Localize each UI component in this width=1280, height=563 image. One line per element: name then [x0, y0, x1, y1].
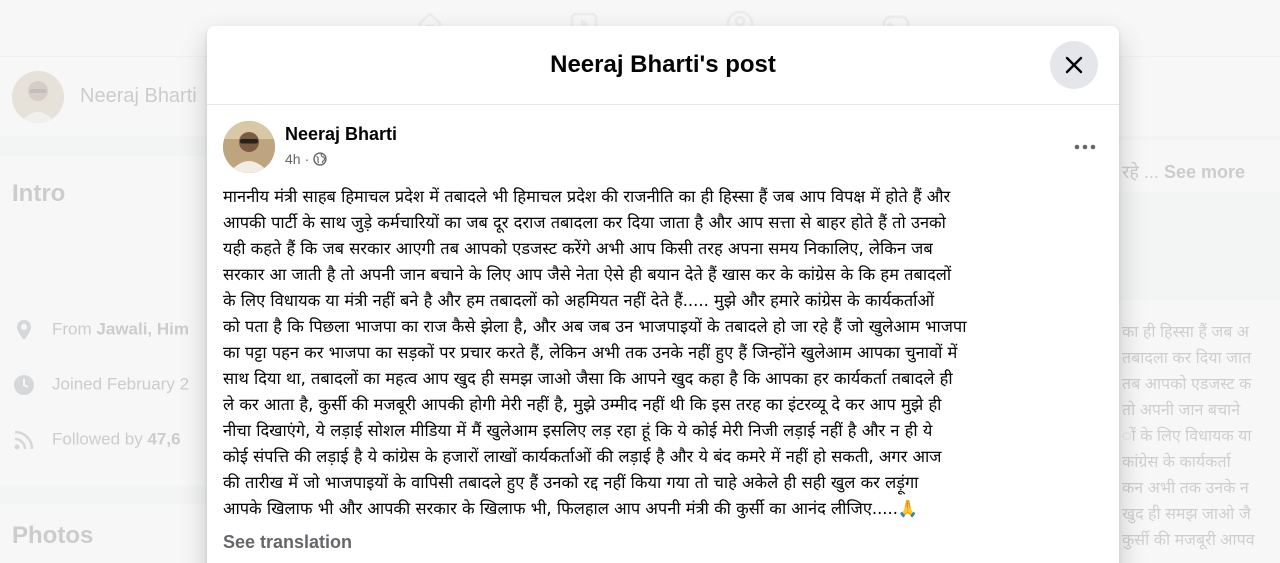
post-text-line: यही कहते हैं कि जब सरकार आएगी तब आपको एडजस्ट करेंगे अभी आप किसी तरह अपना समय निकालिए, लेकिन जब — [223, 239, 933, 258]
post-text-line: सरकार आ जाती है तो अपनी जान बचाने के लिए आप जैसे नेता ऐसे ही बयान देते हैं खास कर के कांग्रेस के कि हम तबादलों — [223, 265, 952, 284]
post-text-line: आपके खिलाफ भी और आपकी सरकार के खिलाफ भी, फिलहाल आप अपनी मंत्री की कुर्सी का आनंद लीजिए.....🙏 — [223, 499, 919, 518]
dialog-header — [207, 26, 1119, 105]
post-text-line: कोई संपत्ति की लड़ाई है ये कांग्रेस के हजारों लाखों कार्यकर्ताओं की लड़ाई है और ये बंद कमरे में नहीं हो सकती, अगर आज — [223, 447, 942, 466]
post-meta — [285, 151, 327, 167]
post-dialog — [207, 26, 1119, 563]
post-text-line: के लिए विधायक या मंत्री नहीं बने है और हम तबादलों को अहमियत नहीं देते हैं..... मुझे और हमारे कांग्रेस के कार्यकर्ताओं — [223, 291, 935, 310]
close-button[interactable] — [1050, 41, 1098, 89]
close-icon — [1064, 55, 1084, 75]
post-text-line: की तारीख में जो भाजपाइयों के वापिसी तबादले हुए हैं उनको रद्द नहीं किया गया तो चाहे अकेले ही सही खुल कर लड़ूंगा — [223, 473, 919, 492]
post-text-line: ले कर आता है, कुर्सी की मजबूरी आपकी होगी मेरी नहीं है, मुझे उम्मीद नहीं थी कि इस तरह का इंटरव्यू दे कर आप मुझे ही — [223, 395, 942, 414]
post-options-button[interactable] — [1067, 131, 1103, 163]
post-text — [223, 184, 1103, 522]
post-text-line: माननीय मंत्री साहब हिमाचल प्रदेश में तबादले भी हिमाचल प्रदेश की राजनीति का ही हिस्सा हैं जब आप विपक्ष में होते हैं और — [223, 187, 951, 206]
author-avatar[interactable] — [223, 121, 275, 173]
post-timestamp[interactable]: 4h — [285, 151, 301, 167]
post-text-line: साथ दिया था, तबादलों का महत्व आप खुद ही समझ जाओ जैसा कि आपने खुद कहा है कि आपका हर कार्यकर्ता तबादले ही — [223, 369, 953, 388]
post-header — [223, 121, 1103, 173]
more-horizontal-icon — [1073, 143, 1097, 151]
post-author-name[interactable]: Neeraj Bharti — [285, 124, 398, 144]
dialog-title: Neeraj Bharti's post — [550, 51, 776, 78]
post-text-line: को पता है कि पिछला भाजपा का राज कैसे झेला है, और अब जब उन भाजपाइयों के तबादले हो जा रहे हैं जो खुलेआम भाजपा — [223, 317, 967, 336]
meta-separator: · — [304, 151, 310, 167]
post-text-line: का पट्टा पहन कर भाजपा का सड़कों पर प्रचार करते हैं, लेकिन अभी तक उनके नहीं हुए हैं जिन्होंने खुलेआम आपका चुनावों में — [223, 343, 958, 362]
post-text-line: आपकी पार्टी के साथ जुड़े कर्मचारियों का जब दूर दराज तबादला कर दिया जाता है और आप सत्ता से बाहर होते हैं तो उनको — [223, 213, 946, 232]
globe-icon[interactable] — [313, 152, 327, 166]
see-translation-link[interactable]: See translation — [223, 532, 353, 552]
post-text-line: नीचा दिखाएंगे, ये लड़ाई सोशल मीडिया में मैं खुलेआम इसलिए लड़ रहा हूं कि ये कोई मेरी निजी लड़ाई नहीं है और न ही ये — [223, 421, 933, 440]
